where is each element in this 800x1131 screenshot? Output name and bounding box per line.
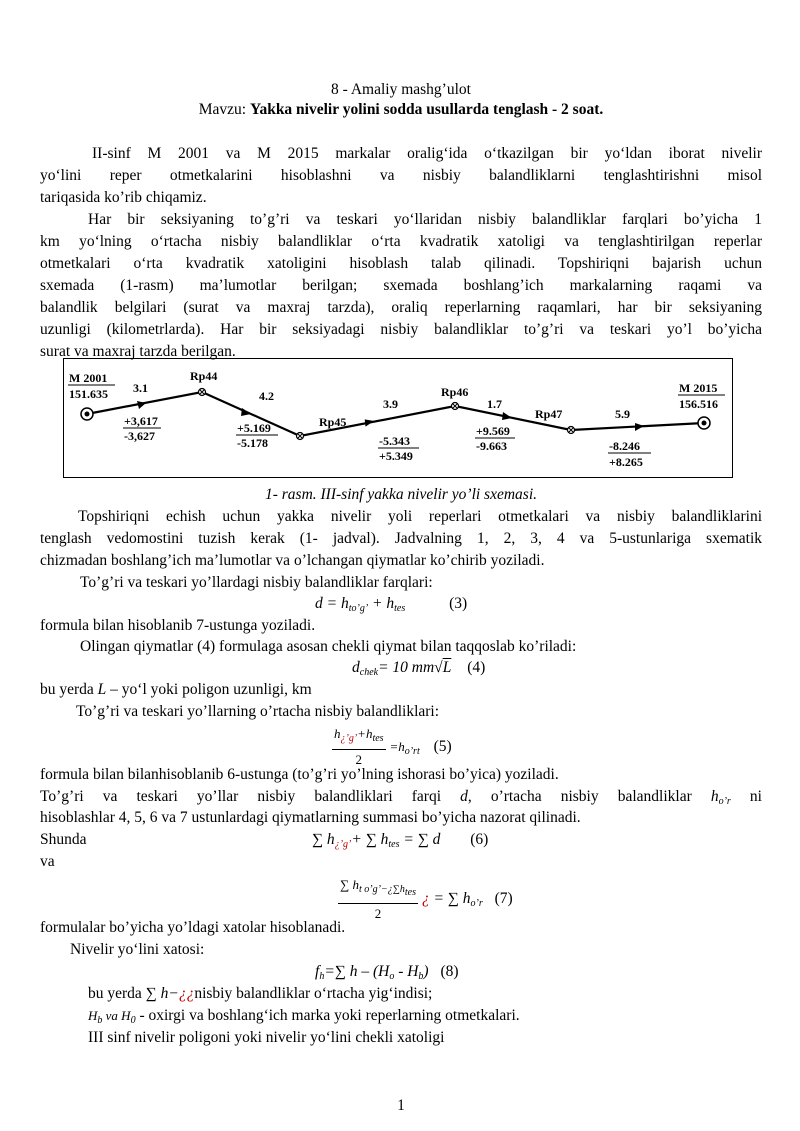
- intro-line: yo‘lini reper otmetkalarini hisoblashni va nisbiy balandliklarni tenglashtirishni misol: [40, 167, 762, 184]
- body-line: chizmadan boshlang’ich ma’lumotlar va o’lchangan qiymatlar ko’chirib yoziladi.: [40, 552, 545, 569]
- reper-label: Rp45: [319, 415, 347, 429]
- start-mark-height: 151.635: [69, 387, 108, 401]
- end-mark-height: 156.516: [679, 397, 718, 411]
- body-line: $H_b$ va $H_0$ - oxirgi va boshlang‘ich marka yoki reperlarning otmetkalari.: [88, 1007, 520, 1026]
- body-line: Olingan qiymatlar (4) formulaga asosan chekli qiymat bilan taqqoslab ko’riladi:: [80, 638, 577, 655]
- body-line: formula bilan hisoblanib 7-ustunga yoziladi.: [40, 617, 316, 634]
- forward-height: +5.169: [237, 421, 271, 435]
- body-line: Shunda: [40, 831, 87, 848]
- direction-arrow: [363, 416, 375, 426]
- section-length: 3.9: [383, 397, 398, 411]
- start-mark-label: M 2001: [69, 371, 108, 385]
- formula-5: $\frac{h_{¿’g’}+h_{tes}}{2}$ $=h_{o’rt}$ (5): [334, 726, 452, 767]
- intro-line: Har bir seksiyaning to’g’ri va teskari yo‘llaridan nisbiy balandliklar farqlari bo’yicha 1: [88, 211, 762, 228]
- backward-height: -5.178: [237, 436, 268, 450]
- end-mark-label: M 2015: [679, 381, 718, 395]
- intro-line: surat va maxraj tarzda berilgan.: [40, 343, 236, 360]
- reper-label: Rp44: [190, 369, 218, 383]
- body-line: formulalar bo’yicha yo’ldagi xatolar hisoblanadi.: [40, 919, 346, 936]
- body-line: To’g’ri va teskari yo’llarning o’rtacha nisbiy balandliklari:: [76, 703, 440, 720]
- intro-line: km yo‘lning o‘rtacha nisbiy balandliklar o‘rta kvadratik xatoligi va tenglashtirilgan reperlar: [40, 233, 762, 250]
- body-line: Topshiriqni echish uchun yakka nivelir yoli reperlari otmetkalari va nisbiy balandliklarini: [78, 508, 762, 525]
- reper-symbol-rp46: [452, 403, 459, 410]
- page-title: [40, 100, 762, 120]
- backward-height: +8.265: [609, 455, 643, 469]
- reper-label: Rp46: [441, 385, 469, 399]
- formula-7: $\frac{\sum h_{t o’g’-¿\sum h_{tes}}}{2}$ ¿ = ∑ $h_{o’r}$ (7): [340, 877, 513, 921]
- intro-line: II-sinf M 2001 va M 2015 markalar oralig‘ida o‘tkazilgan bir yo‘ldan iborat nivelir: [92, 145, 762, 162]
- section-length: 3.1: [133, 381, 148, 395]
- reper-symbol-rp45: [297, 433, 304, 440]
- section-length: 4.2: [259, 389, 274, 403]
- intro-line: sxemada (1-rasm) ma’lumotlar berilgan; sxemada boshlang’ich markalarning raqami va: [40, 277, 762, 294]
- body-line: bu yerda L – yo‘l yoki poligon uzunligi, km: [40, 681, 312, 698]
- reper-symbol-rp44: [199, 389, 206, 396]
- formula-number: (5): [433, 737, 452, 755]
- forward-height: -8.246: [609, 439, 640, 453]
- formula-number: (8): [440, 963, 459, 980]
- direction-arrow: [241, 408, 251, 416]
- page-number: 1: [397, 1097, 405, 1114]
- body-line: hisoblashlar 4, 5, 6 va 7 ustunlardagi qiymatlarning summasi bo’yicha nazorat qilinadi.: [40, 809, 581, 826]
- direction-arrow: [502, 412, 512, 420]
- intro-line: tariqasida ko’rib chiqamiz.: [40, 189, 207, 206]
- body-line: III sinf nivelir poligoni yoki nivelir yo‘lini chekli xatoligi: [88, 1029, 445, 1046]
- body-line: To’g’ri va teskari yo’llardagi nisbiy balandliklar farqlari:: [80, 574, 433, 591]
- formula-number: (7): [494, 890, 513, 908]
- formula-4: $d_{chek}= 10$ mm√L (4): [352, 659, 486, 678]
- formula-6: ∑ $h_{¿’g’}+$ ∑ $h_{tes}$ = ∑ d (6): [312, 831, 489, 850]
- reper-label: Rp47: [535, 407, 563, 421]
- formula-number: (3): [449, 595, 468, 612]
- forward-height: +9.569: [476, 424, 510, 438]
- backward-height: +5.349: [379, 449, 413, 463]
- body-line: Nivelir yo‘lini xatosi:: [70, 941, 205, 958]
- section-length: 1.7: [487, 397, 502, 411]
- intro-line: uzunligi (kilometrlarda). Har bir seksiyadagi nisbiy balandliklar to’g’ri va teskari yo’l bo’yicha: [40, 321, 762, 338]
- topic-prefix: Mavzu:: [198, 101, 250, 118]
- reper-symbol-rp47: [568, 427, 575, 434]
- figure-caption: 1- rasm. III-sinf yakka nivelir yo’li sxemasi.: [264, 486, 538, 503]
- backward-height: -9.663: [476, 439, 507, 453]
- formula-number: (4): [467, 659, 486, 676]
- forward-height: +3,617: [124, 414, 158, 428]
- forward-height: -5.343: [379, 434, 410, 448]
- body-line: tenglash vedomostini tuzish kerak (1- jadval). Jadvalning 1, 2, 3, 4 va 5-ustunlariga sxematik: [40, 530, 762, 547]
- lesson-number: 8 - Amaliy mashg’ulot: [331, 81, 471, 98]
- intro-line: otmetkalari o‘rta kvadratik xatoligini hisoblash talab qilinadi. Topshiriqni bajarish uchun: [40, 255, 762, 272]
- body-line: To’g’ri va teskari yo’llar nisbiy balandliklari farqi d, o’rtacha nisbiy balandliklar $h_{o’r}$ ni: [40, 788, 762, 807]
- intro-line: balandlik belgilari (surat va maxraj tarzda), oraliq reperlarning raqamlari, har bir seksiyaning: [40, 299, 762, 316]
- formula-8: $f_h=\sum$ h – $(H_o - H_b)$ (8): [315, 963, 459, 982]
- body-line: formula bilan bilanhisoblanib 6-ustunga (to’g’ri yo’lning ishorasi bo’yica) yoziladi.: [40, 766, 559, 783]
- formula-number: (6): [470, 831, 489, 848]
- backward-height: -3,627: [124, 429, 155, 443]
- leveling-scheme: [63, 358, 733, 478]
- section-length: 5.9: [615, 407, 630, 421]
- formula-3: $d = h_{to’g’} + h_{tes}$ (3): [315, 595, 468, 614]
- body-line: bu yerda ∑ h−¿¿nisbiy balandliklar o‘rtacha yig‘indisi;: [88, 985, 433, 1002]
- body-line: va: [40, 853, 55, 870]
- topic-text: Yakka nivelir yolini sodda usullarda tenglash - 2 soat.: [249, 101, 604, 118]
